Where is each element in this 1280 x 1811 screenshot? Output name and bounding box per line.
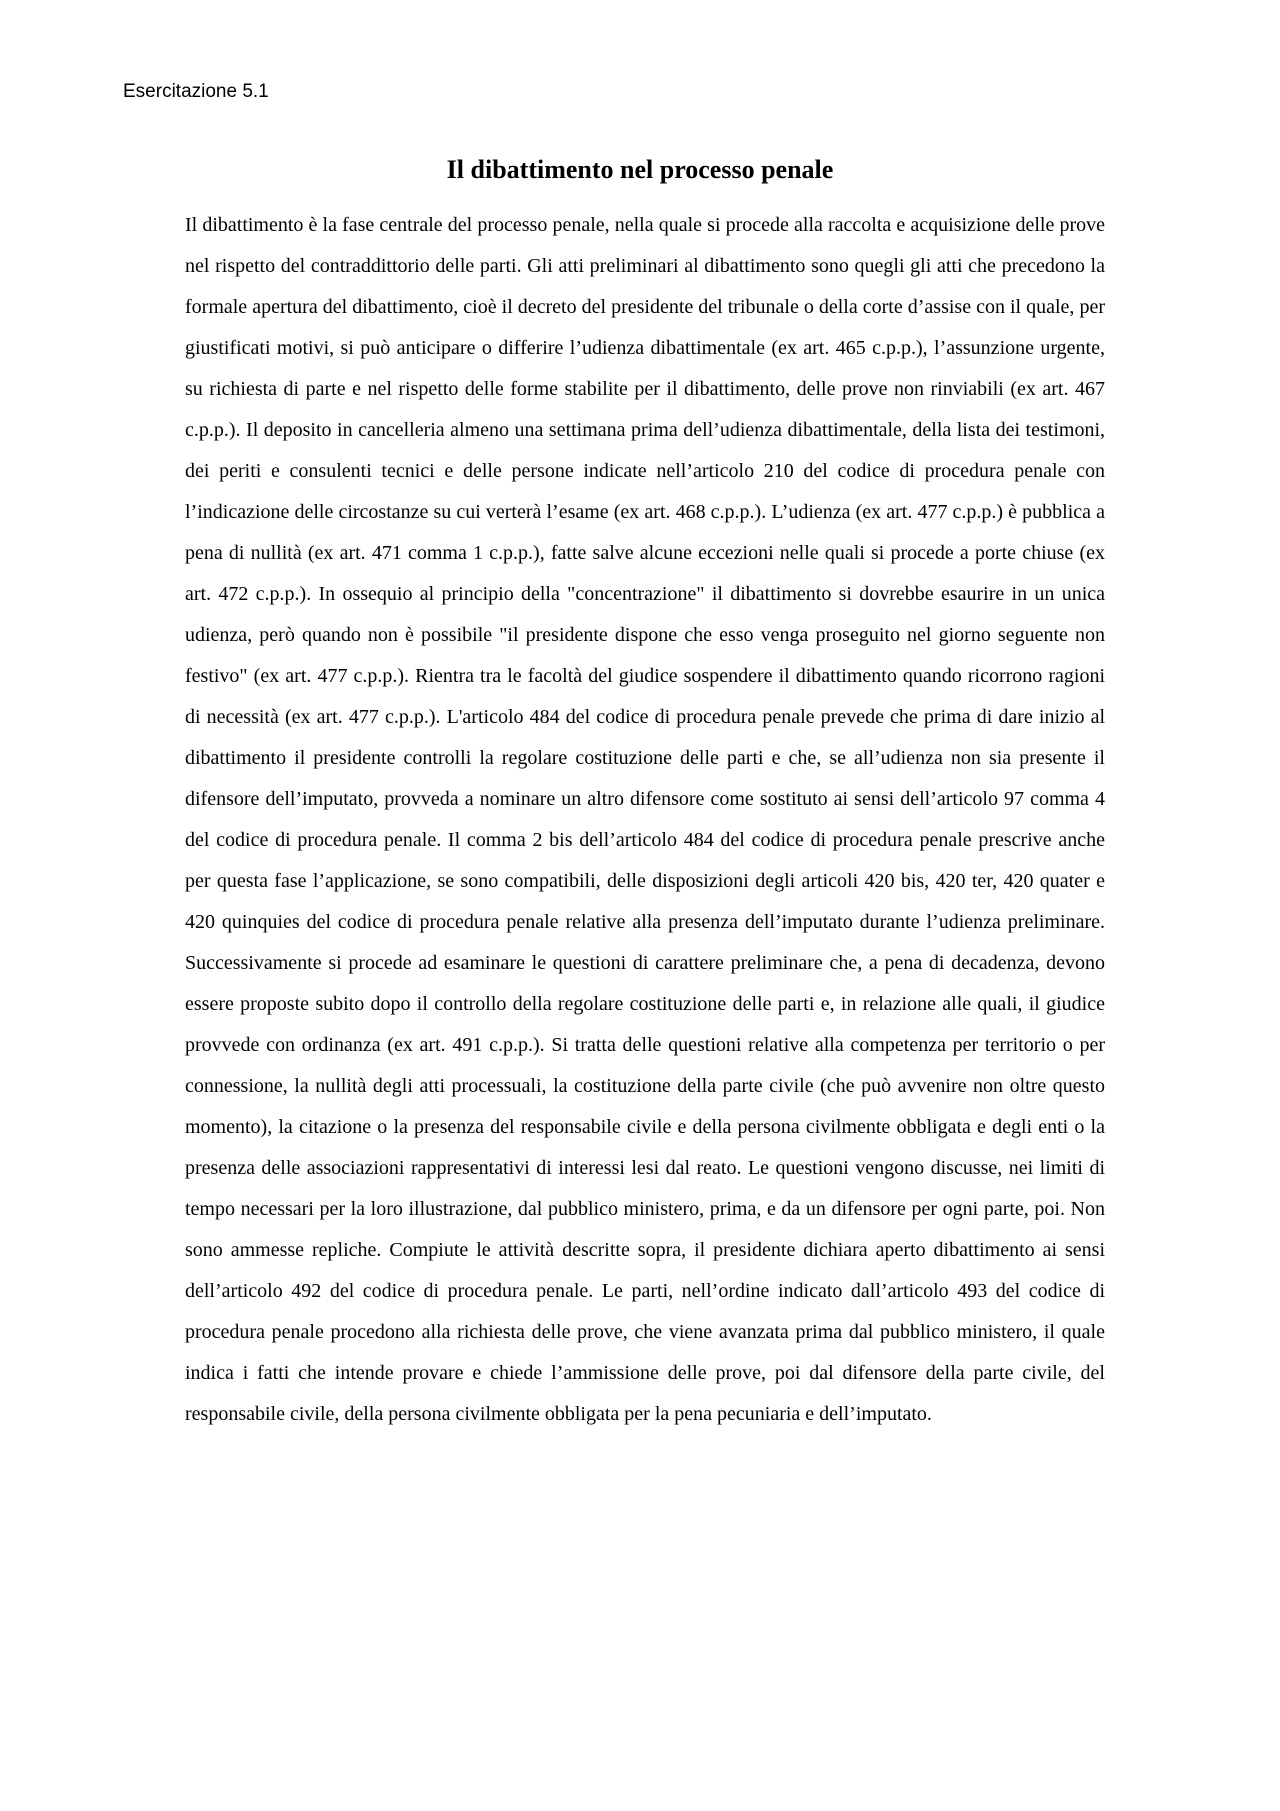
document-title: Il dibattimento nel processo penale xyxy=(446,155,834,184)
exercise-label: Esercitazione 5.1 xyxy=(123,81,269,102)
body-paragraph: Il dibattimento è la fase centrale del processo penale, nella quale si procede alla raccolta e acquisizione delle prove nel rispetto del contraddittorio delle parti. Gli atti preliminari al dibattimento sono quegli gli atti che precedono la formale apertura del dibattimento, cioè il decreto del presidente del tribunale o della corte d’assise con il quale, per giustificati motivi, si può anticipare o differire l’udienza dibattimentale (ex art. 465 c.p.p.), l’assunzione urgente, su richiesta di parte e nel rispetto delle forme stabilite per il dibattimento, delle prove non rinviabili (ex art. 467 c.p.p.). Il deposito in cancelleria almeno una settimana prima dell’udienza dibattimentale, della lista dei testimoni, dei periti e consulenti tecnici e delle persone indicate nell’articolo 210 del codice di procedura penale con l’indicazione delle circostanze su cui verterà l’esame (ex art. 468 c.p.p.). L’udienza (ex art. 477 c.p.p.) è pubblica a pena di nullità (ex art. 471 comma 1 c.p.p.), fatte salve alcune eccezioni nelle quali si procede a porte chiuse (ex art. 472 c.p.p.). In ossequio al principio della "concentrazione" il dibattimento si dovrebbe esaurire in un unica udienza, però quando non è possibile "il presidente dispone che esso venga proseguito nel giorno seguente non festivo" (ex art. 477 c.p.p.). Rientra tra le facoltà del giudice sospendere il dibattimento quando ricorrono ragioni di necessità (ex art. 477 c.p.p.). L'articolo 484 del codice di procedura penale prevede che prima di dare inizio al dibattimento il presidente controlli la regolare costituzione delle parti e che, se all’udienza non sia presente il difensore dell’imputato, provveda a nominare un altro difensore come sostituto ai sensi dell’articolo 97 comma 4 del codice di procedura penale. Il comma 2 bis dell’articolo 484 del codice di procedura penale prescrive anche per questa fase l’applicazione, se sono compatibili, delle disposizioni degli articoli 420 bis, 420 ter, 420 quater e 420 quinquies del codice di procedura penale relative alla presenza dell’imputato durante l’udienza preliminare. Successivamente si procede ad esaminare le questioni di carattere preliminare che, a pena di decadenza, devono essere proposte subito dopo il controllo della regolare costituzione delle parti e, in relazione alle quali, il giudice provvede con ordinanza (ex art. 491 c.p.p.). Si tratta delle questioni relative alla competenza per territorio o per connessione, la nullità degli atti processuali, la costituzione della parte civile (che può avvenire non oltre questo momento), la citazione o la presenza del responsabile civile e della persona civilmente obbligata e degli enti o la presenza delle associazioni rappresentativi di interessi lesi dal reato. Le questioni vengono discusse, nei limiti di tempo necessari per la loro illustrazione, dal pubblico ministero, prima, e da un difensore per ogni parte, poi. Non sono ammesse repliche. Compiute le attività descritte sopra, il presidente dichiara aperto dibattimento ai sensi dell’articolo 492 del codice di procedura penale. Le parti, nell’ordine indicato dall’articolo 493 del codice di procedura penale procedono alla richiesta delle prove, che viene avanzata prima dal pubblico ministero, il quale indica i fatti che intende provare e chiede l’ammissione delle prove, poi dal difensore della parte civile, del responsabile civile, della persona civilmente obbligata per la pena pecuniaria e dell’imputato. xyxy=(185,214,1105,1425)
